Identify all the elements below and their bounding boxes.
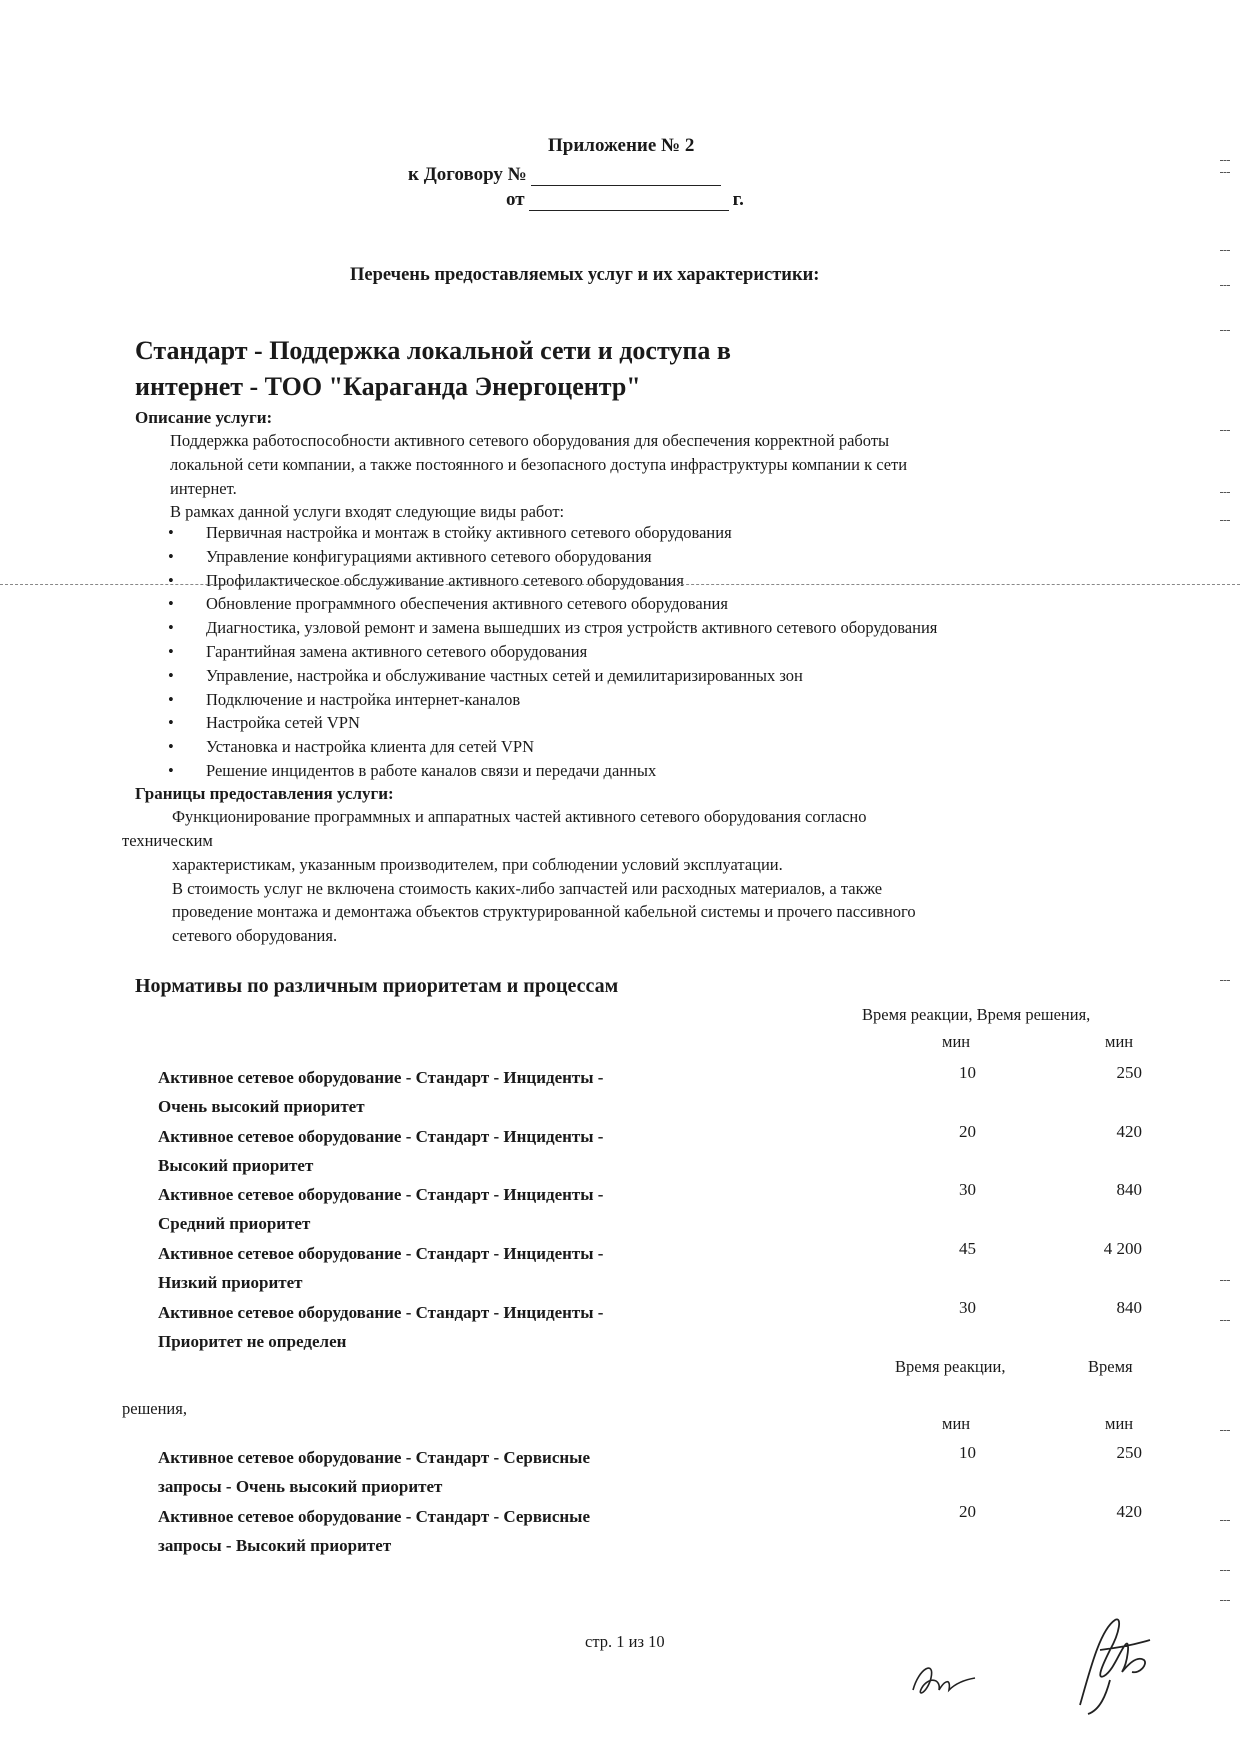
solution-value: 250 xyxy=(1116,1063,1142,1082)
signature xyxy=(1060,1610,1170,1720)
solution-value: 840 xyxy=(1116,1298,1142,1317)
list-item: • Обновление программного обеспечения активного сетевого оборудования xyxy=(168,592,937,616)
reaction-value: 30 xyxy=(959,1180,976,1199)
boundaries-text-1: Функционирование программных и аппаратных частей активного сетевого оборудования согласно xyxy=(172,807,867,826)
solution-value: 4 200 xyxy=(1103,1239,1142,1258)
norms-title: Нормативы по различным приоритетам и процессам xyxy=(135,975,619,997)
list-item: • Подключение и настройка интернет-каналов xyxy=(168,688,937,712)
contract-number-blank xyxy=(531,165,721,186)
table-row-label: Активное сетевое оборудование - Стандарт - Инциденты - Низкий приоритет xyxy=(158,1244,604,1292)
norms-header-1: Время реакции, Время решения, xyxy=(862,1005,1091,1024)
list-item: • Управление конфигурациями активного сетевого оборудования xyxy=(168,545,937,569)
reaction-value: 20 xyxy=(959,1502,976,1521)
table-row-label: Активное сетевое оборудование - Стандарт - Инциденты - Высокий приоритет xyxy=(158,1127,604,1175)
date-year-label: г. xyxy=(732,189,744,210)
norms-header-2-solution-cont: решения, xyxy=(122,1399,187,1418)
list-item: • Установка и настройка клиента для сетей VPN xyxy=(168,735,937,759)
boundaries-text-5: проведение монтажа и демонтажа объектов структурированной кабельной системы и прочего пассивного xyxy=(172,902,916,921)
solution-unit-1: мин xyxy=(1105,1032,1134,1051)
solution-value: 250 xyxy=(1116,1443,1142,1462)
table-row-label: Активное сетевое оборудование - Стандарт - Инциденты - Очень высокий приоритет xyxy=(158,1068,604,1116)
works-intro: В рамках данной услуги входят следующие виды работ: xyxy=(170,502,565,521)
norms-header-2-reaction: Время реакции, xyxy=(895,1357,1006,1376)
table-row-label: Активное сетевое оборудование - Стандарт - Инциденты - Средний приоритет xyxy=(158,1185,604,1233)
list-heading: Перечень предоставляемых услуг и их характеристики: xyxy=(350,265,820,285)
table-row-label: Активное сетевое оборудование - Стандарт - Сервисные запросы - Высокий приоритет xyxy=(158,1507,590,1555)
scan-margin-marks xyxy=(1220,100,1234,1600)
description-text-1: Поддержка работоспособности активного сетевого оборудования для обеспечения корректной работы xyxy=(170,431,890,450)
contract-line xyxy=(408,164,725,186)
date-blank xyxy=(529,190,729,211)
reaction-value: 10 xyxy=(959,1443,976,1462)
reaction-value: 20 xyxy=(959,1122,976,1141)
description-text-3: интернет. xyxy=(170,479,237,498)
description-text-2: локальной сети компании, а также постоянного и безопасного доступа инфраструктуры компании к сети xyxy=(170,455,908,474)
solution-value: 420 xyxy=(1116,1122,1142,1141)
list-item: • Диагностика, узловой ремонт и замена вышедших из строя устройств активного сетевого оборудования xyxy=(168,616,937,640)
date-from-label: от xyxy=(506,189,525,210)
reaction-unit-2: мин xyxy=(942,1414,971,1433)
list-item: • Профилактическое обслуживание активного сетевого оборудования xyxy=(168,569,937,593)
signature-initials xyxy=(905,1650,985,1705)
page-number: стр. 1 из 10 xyxy=(585,1632,665,1651)
reaction-value: 45 xyxy=(959,1239,976,1258)
reaction-value: 10 xyxy=(959,1063,976,1082)
solution-value: 420 xyxy=(1116,1502,1142,1521)
solution-value: 840 xyxy=(1116,1180,1142,1199)
boundaries-label: Границы предоставления услуги: xyxy=(135,784,394,803)
norms-header-2-solution: Время xyxy=(1088,1357,1133,1376)
scan-fold-line xyxy=(0,584,1240,585)
boundaries-text-6: сетевого оборудования. xyxy=(172,926,338,945)
reaction-unit-1: мин xyxy=(942,1032,971,1051)
boundaries-text-2: техническим xyxy=(122,831,213,850)
boundaries-text-4: В стоимость услуг не включена стоимость каких-либо запчастей или расходных материалов, а также xyxy=(172,879,883,898)
description-label: Описание услуги: xyxy=(135,408,273,427)
list-item: • Управление, настройка и обслуживание частных сетей и демилитаризированных зон xyxy=(168,664,937,688)
solution-unit-2: мин xyxy=(1105,1414,1134,1433)
date-line xyxy=(506,189,744,211)
works-list xyxy=(168,521,937,783)
list-item: • Настройка сетей VPN xyxy=(168,711,937,735)
table-row-label: Активное сетевое оборудование - Стандарт - Сервисные запросы - Очень высокий приоритет xyxy=(158,1448,590,1496)
service-title-line2: интернет - ТОО "Караганда Энергоцентр" xyxy=(135,372,641,401)
list-item: • Первичная настройка и монтаж в стойку активного сетевого оборудования xyxy=(168,521,937,545)
reaction-value: 30 xyxy=(959,1298,976,1317)
appendix-title: Приложение № 2 xyxy=(548,135,695,156)
contract-label: к Договору № xyxy=(408,164,527,185)
list-item: • Решение инцидентов в работе каналов связи и передачи данных xyxy=(168,759,937,783)
list-item: • Гарантийная замена активного сетевого оборудования xyxy=(168,640,937,664)
service-title-line1: Стандарт - Поддержка локальной сети и доступа в xyxy=(135,336,731,365)
boundaries-text-3: характеристикам, указанным производителем, при соблюдении условий эксплуатации. xyxy=(172,855,783,874)
table-row-label: Активное сетевое оборудование - Стандарт - Инциденты - Приоритет не определен xyxy=(158,1303,604,1351)
